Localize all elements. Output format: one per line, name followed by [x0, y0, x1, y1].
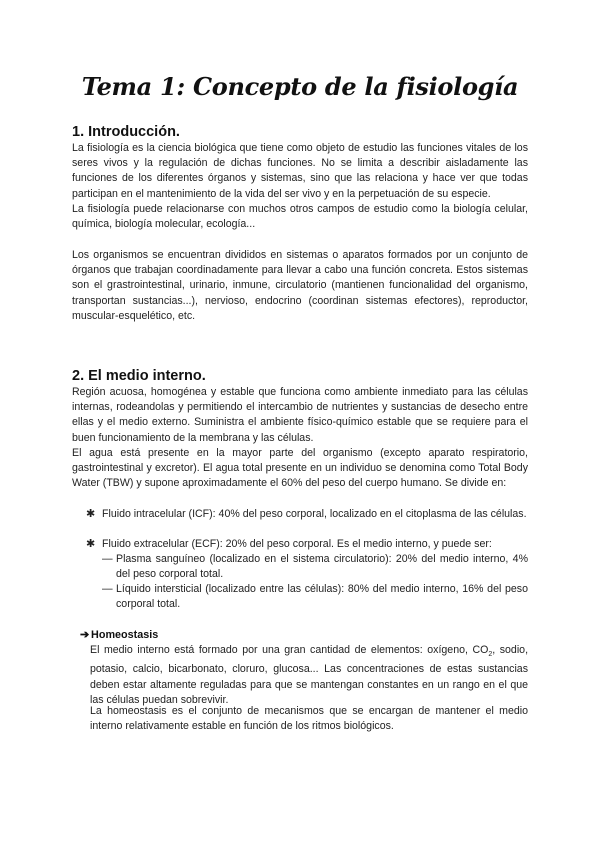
- subsection-heading-text: Homeostasis: [91, 629, 159, 641]
- page-title: Tema 1: Concepto de la fisiología: [81, 72, 519, 101]
- paragraph-fisiologia-campos: La fisiología puede relacionarse con muchos otros campos de estudio como la biología celular, química, biología molecular, ecología...: [72, 203, 528, 231]
- dash-bullet-icon: —: [102, 583, 113, 595]
- dash-bullet-icon: —: [102, 553, 113, 565]
- paragraph-sistemas: Los organismos se encuentran divididos en sistemas o aparatos formados por un conjunto de órganos que trabajan coordinadamente para llevar a cabo una función concreta. Estos sistemas son el grastrointestinal, urinario, inmune, circulatorio (mantienen funcionalidad del organismo, transportan sustancias...), nervioso, endocrino (coordinan sistemas efectores), reproductor, muscular-esquelético, etc.: [72, 249, 528, 322]
- sublist-item-plasma: [102, 552, 528, 582]
- sublist-item-intersticial-text: Líquido intersticial (localizado entre las células): 80% del medio interno, 16% del peso corporal total.: [116, 583, 528, 611]
- paragraph-elementos-part-a: El medio interno está formado por una gran cantidad de elementos: oxígeno, CO: [90, 644, 489, 656]
- section-heading-medio-interno: 2. El medio interno.: [72, 368, 206, 384]
- sublist-item-intersticial: [102, 582, 528, 612]
- paragraph-fisiologia-definicion: La fisiología es la ciencia biológica que tiene como objeto de estudio las funciones vitales de los seres vivos y la regulación de dichas funciones. No se limita a describir aisladamente las funciones de los diferentes órganos y sistemas, sino que las relaciona y hace ver que todas participan en el mantenimiento de la vida del ser vivo y en la perpetuación de su especie.: [72, 142, 528, 200]
- list-item-ecf: [86, 537, 528, 552]
- arrow-right-icon: ➔: [80, 629, 90, 641]
- asterisk-bullet-icon: ✱: [86, 538, 96, 550]
- co2-subscript: 2: [488, 651, 493, 659]
- list-item-ecf-text: Fluido extracelular (ECF): 20% del peso corporal. Es el medio interno, y puede ser:: [102, 538, 492, 550]
- paragraph-agua-total: El agua está presente en la mayor parte del organismo (excepto aparato respiratorio, gastrointestinal y excretor). El agua total presente en un individuo se denomina como Total Body Water (TBW) y supone aproximadamente el 60% del peso del cuerpo humano. Se divide en:: [72, 447, 528, 490]
- asterisk-bullet-icon: ✱: [86, 508, 96, 520]
- paragraph-elementos-part-b: , sodio, potasio, calcio, bicarbonato, cloruro, glucosa... Las concentraciones de estas sustancias deben estar altamente reguladas para que se mantengan constantes en un rango en el que las células puedan sobrevivir.: [90, 644, 529, 706]
- paragraph-elementos-medio-interno: [90, 643, 528, 708]
- paragraph-homeostasis-definicion: La homeostasis es el conjunto de mecanismos que se encargan de mantener el medio interno relativamente estable en función de los ritmos biológicos.: [90, 705, 528, 733]
- sublist-item-plasma-text: Plasma sanguíneo (localizado en el sistema circulatorio): 20% del medio interno, 4% del peso corporal total.: [116, 553, 528, 581]
- list-item-icf: [86, 507, 528, 522]
- paragraph-medio-interno-definicion: Región acuosa, homogénea y estable que funciona como ambiente inmediato para las células internas, rodeandolas y permitiendo el intercambio de nutrientes y sustancias de desecho entre ellas y el medio externo. Suministra el ambiente físico-químico estable que se requiere para el buen funcionamiento de la membrana y las células.: [72, 386, 528, 444]
- section-heading-introduccion: 1. Introducción.: [72, 124, 180, 140]
- subsection-heading-homeostasis: [80, 628, 158, 641]
- list-item-icf-text: Fluido intracelular (ICF): 40% del peso corporal, localizado en el citoplasma de las células.: [102, 508, 527, 520]
